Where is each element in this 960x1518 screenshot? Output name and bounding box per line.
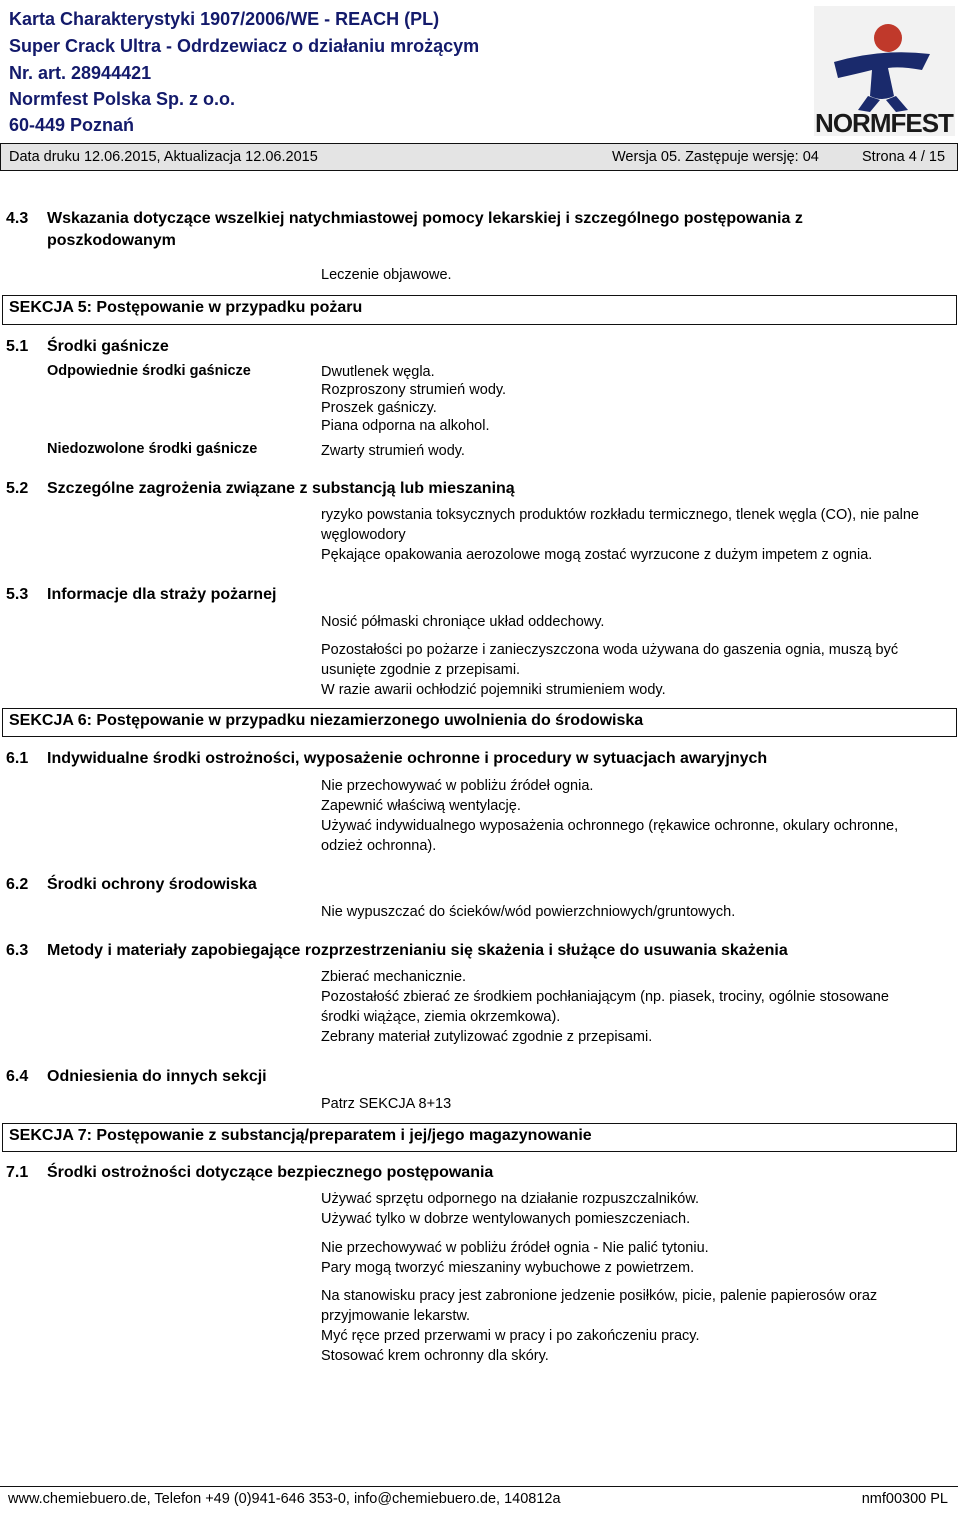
company-city: 60-449 Poznań	[9, 115, 135, 135]
footer-divider	[0, 1486, 958, 1487]
text-line: ryzyko powstania toksycznych produktów rozkładu termicznego, tlenek węgla (CO), nie palne	[321, 507, 919, 523]
text-line: odzież ochronna).	[321, 838, 437, 854]
text-line: W razie awarii ochłodzić pojemniki strumieniem wody.	[321, 682, 666, 698]
list-item: Piana odporna na alkohol.	[321, 418, 490, 434]
text-line: Używać sprzętu odpornego na działanie rozpuszczalników.	[321, 1191, 700, 1207]
list-item: Proszek gaśniczy.	[321, 400, 437, 416]
logo-wordmark: NORMFEST	[815, 108, 953, 138]
body-text-block	[321, 1286, 877, 1366]
info-bar	[0, 143, 958, 171]
company-name: Normfest Polska Sp. z o.o.	[9, 89, 236, 109]
body-text-block	[321, 1189, 699, 1229]
text-line: Nie przechowywać w pobliżu źródeł ognia - Nie palić tytoniu.	[321, 1240, 709, 1256]
body-text: Zwarty strumień wody.	[321, 443, 465, 459]
subsection-number: 6.3	[6, 942, 29, 959]
subsection-title-cont: poszkodowanym	[47, 232, 176, 249]
section-title: SEKCJA 7: Postępowanie z substancją/preparatem i jej/jego magazynowanie	[9, 1127, 592, 1144]
body-text-block	[321, 1238, 709, 1278]
body-text-block	[321, 640, 898, 700]
subsection-number: 6.4	[6, 1068, 29, 1085]
body-text-block	[321, 363, 506, 435]
article-number: Nr. art. 28944421	[9, 63, 152, 83]
normfest-logo	[812, 4, 957, 138]
section-header	[2, 295, 957, 325]
text-line: Pozostałości po pożarze i zanieczyszczona woda używana do gaszenia ognia, muszą być	[321, 642, 899, 658]
body-text: Nie wypuszczać do ścieków/wód powierzchniowych/gruntowych.	[321, 904, 736, 920]
text-line: węglowodory	[321, 527, 406, 543]
subsection-number: 5.1	[6, 338, 29, 355]
subsection-title: Wskazania dotyczące wszelkiej natychmiastowej pomocy lekarskiej i szczególnego postępowania z	[47, 210, 803, 227]
subsection-number: 5.2	[6, 480, 29, 497]
body-text: Patrz SEKCJA 8+13	[321, 1096, 452, 1112]
text-line: Nie przechowywać w pobliżu źródeł ognia.	[321, 778, 594, 794]
subsection-title: Informacje dla straży pożarnej	[47, 586, 277, 603]
subsection-number: 4.3	[6, 210, 29, 227]
list-item: Rozproszony strumień wody.	[321, 382, 507, 398]
text-line: Zbierać mechanicznie.	[321, 969, 467, 985]
text-line: Używać indywidualnego wyposażenia ochronnego (rękawice ochronne, okulary ochronne,	[321, 818, 899, 834]
subsection-number: 6.1	[6, 750, 29, 767]
subsection-title: Środki ochrony środowiska	[47, 876, 257, 893]
subsection-number: 5.3	[6, 586, 29, 603]
text-line: Zapewnić właściwą wentylację.	[321, 798, 521, 814]
print-date: Data druku 12.06.2015, Aktualizacja 12.06.2015	[9, 149, 318, 165]
section-title: SEKCJA 6: Postępowanie w przypadku niezamierzonego uwolnienia do środowiska	[9, 712, 644, 729]
text-line: Pękające opakowania aerozolowe mogą zostać wyrzucone z dużym impetem z ognia.	[321, 547, 873, 563]
page-number: Strona 4 / 15	[862, 149, 946, 165]
text-line: Pozostałość zbierać ze środkiem pochłaniającym (np. piasek, trociny, ogólnie stosowane	[321, 989, 889, 1005]
text-line: Używać tylko w dobrze wentylowanych pomieszczeniach.	[321, 1211, 691, 1227]
body-text-block	[321, 967, 889, 1047]
text-line: Na stanowisku pracy jest zabronione jedzenie posiłków, picie, palenie papierosów oraz	[321, 1288, 878, 1304]
text-line: Zebrany materiał zutylizować zgodnie z przepisami.	[321, 1029, 653, 1045]
document-title: Karta Charakterystyki 1907/2006/WE - REACH (PL)	[9, 9, 440, 29]
text-line: usunięte zgodnie z przepisami.	[321, 662, 521, 678]
subsection-number: 7.1	[6, 1164, 29, 1181]
footer-contact: www.chemiebuero.de, Telefon +49 (0)941-646 353-0, info@chemiebuero.de, 140812a	[8, 1491, 561, 1507]
product-name: Super Crack Ultra - Odrdzewiacz o działaniu mrożącym	[9, 36, 480, 56]
text-line: Pary mogą tworzyć mieszaniny wybuchowe z powietrzem.	[321, 1260, 695, 1276]
version-info: Wersja 05. Zastępuje wersję: 04	[612, 149, 819, 165]
subsection-title: Metody i materiały zapobiegające rozprzestrzenianiu się skażenia i służące do usuwania skażenia	[47, 942, 788, 959]
section-header	[2, 708, 957, 737]
subsection-title: Odniesienia do innych sekcji	[47, 1068, 267, 1085]
body-text-block	[321, 505, 919, 565]
subsection-title: Szczególne zagrożenia związane z substancją lub mieszaniną	[47, 480, 515, 497]
body-text: Nosić półmaski chroniące układ oddechowy.	[321, 614, 605, 630]
subsection-title: Środki gaśnicze	[47, 338, 169, 355]
text-line: Stosować krem ochronny dla skóry.	[321, 1348, 549, 1364]
section-title: SEKCJA 5: Postępowanie w przypadku pożaru	[9, 299, 363, 316]
field-label: Niedozwolone środki gaśnicze	[47, 441, 258, 457]
subsection-title: Środki ostrożności dotyczące bezpiecznego postępowania	[47, 1164, 494, 1181]
text-line: środki wiążące, ziemia okrzemkowa).	[321, 1009, 561, 1025]
text-line: Myć ręce przed przerwami w pracy i po zakończeniu pracy.	[321, 1328, 700, 1344]
body-text-block	[321, 776, 898, 856]
field-label: Odpowiednie środki gaśnicze	[47, 363, 251, 379]
subsection-title: Indywidualne środki ostrożności, wyposażenie ochronne i procedury w sytuacjach awaryjnych	[47, 750, 768, 767]
section-header	[2, 1123, 957, 1152]
list-item: Dwutlenek węgla.	[321, 364, 435, 380]
body-text: Leczenie objawowe.	[321, 267, 452, 283]
subsection-number: 6.2	[6, 876, 29, 893]
footer-doc-code: nmf00300 PL	[861, 1491, 948, 1507]
text-line: przyjmowanie lekarstw.	[321, 1308, 471, 1324]
